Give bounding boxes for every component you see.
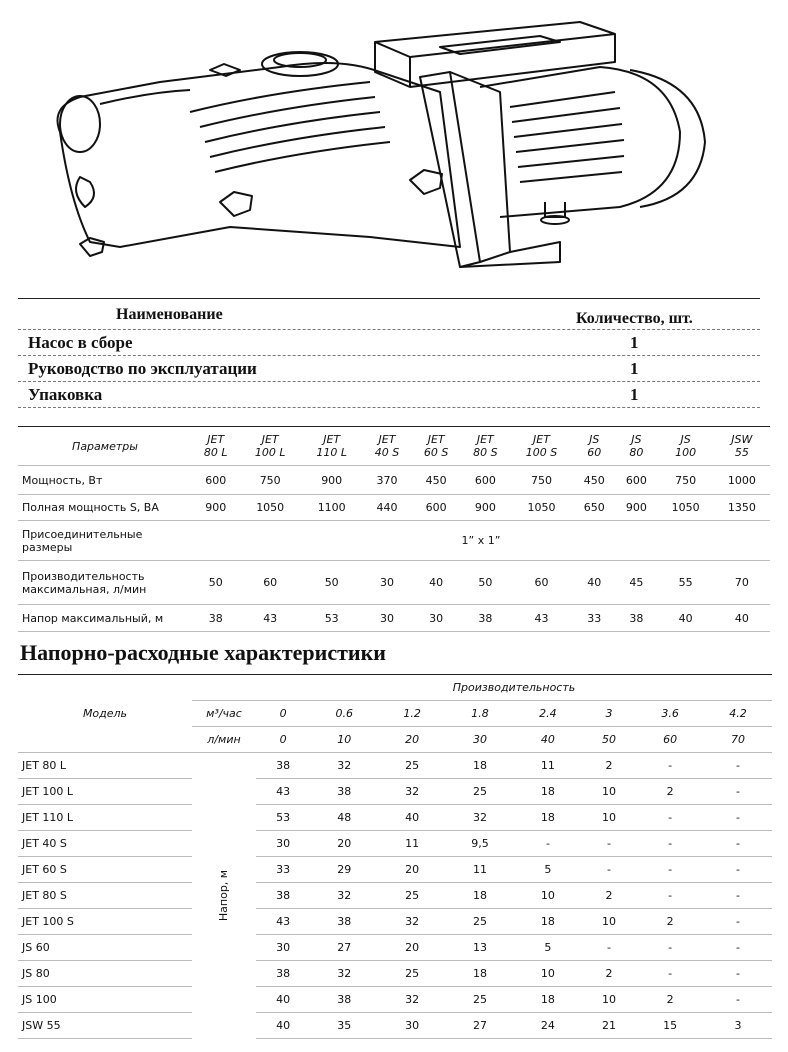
connection-label: [18, 521, 192, 561]
model-series: JET: [207, 433, 225, 446]
head-value: 11: [378, 831, 446, 857]
lmin-value: 10: [310, 727, 378, 753]
power-value: 750: [675, 473, 697, 487]
full-power-value: 1050: [527, 501, 556, 514]
model-name: JET 40 S: [18, 831, 192, 857]
table-row: [18, 753, 772, 779]
lmin-value: 0: [256, 727, 310, 753]
capacity-value: 55: [678, 576, 693, 589]
head-value: -: [636, 805, 704, 831]
capacity-header: Производительность: [256, 675, 772, 701]
head-value: 30: [256, 935, 310, 961]
lmin-value: 40: [514, 727, 582, 753]
table-row: [18, 779, 772, 805]
head-value: 18: [514, 909, 582, 935]
power-value: 600: [474, 473, 496, 487]
head-value: 11: [446, 857, 514, 883]
power-value: 600: [625, 473, 647, 487]
full-power-row: [18, 495, 770, 521]
contents-item: [18, 382, 760, 407]
head-value: 25: [378, 961, 446, 987]
m3h-value: 3: [582, 701, 636, 727]
capacity-value: 60: [534, 576, 549, 589]
capacity-value: 70: [734, 576, 749, 589]
model-header: [615, 427, 657, 466]
contents-item-qty: 1: [630, 359, 639, 378]
contents-header: [18, 299, 760, 329]
head-value: 32: [446, 805, 514, 831]
head-value: 18: [446, 753, 514, 779]
head-value: -: [636, 883, 704, 909]
head-value: 43: [256, 779, 310, 805]
head-value: -: [704, 909, 772, 935]
table-row: [18, 857, 772, 883]
full-power-value: 1350: [727, 501, 756, 514]
head-value: 24: [514, 1013, 582, 1039]
head-value: -: [514, 831, 582, 857]
contents-item-name: Руководство по эксплуатации: [28, 359, 257, 378]
head-value: 25: [446, 987, 514, 1013]
head-value: -: [704, 779, 772, 805]
head-axis-label: [192, 753, 256, 1039]
head-value: 20: [378, 935, 446, 961]
model-size: 100 S: [525, 446, 558, 459]
capacity-value: 50: [478, 576, 493, 589]
head-value: 25: [446, 909, 514, 935]
contents-item-qty: 1: [630, 385, 639, 404]
head-value: 43: [263, 611, 278, 625]
model-series: JET: [323, 433, 341, 446]
head-value: 32: [378, 909, 446, 935]
model-name: JET 100 L: [18, 779, 192, 805]
m3h-value: 3.6: [636, 701, 704, 727]
head-value: 18: [514, 779, 582, 805]
parameters-header-row: [18, 427, 770, 466]
m3h-value: 1.2: [378, 701, 446, 727]
model-header: [362, 427, 411, 466]
model-size: 100 L: [254, 446, 286, 459]
head-value: 2: [582, 961, 636, 987]
package-contents: [18, 298, 760, 408]
unit-lmin: л/мин: [192, 727, 256, 753]
power-value: 900: [321, 473, 343, 487]
head-value: 32: [310, 883, 378, 909]
head-value: 3: [704, 1013, 772, 1039]
head-value: 38: [256, 961, 310, 987]
head-value: 32: [310, 961, 378, 987]
head-value: 2: [636, 909, 704, 935]
model-series: JET: [378, 433, 396, 446]
head-value: -: [704, 857, 772, 883]
contents-header-qty: Количество, шт.: [576, 310, 693, 327]
model-name: JS 80: [18, 961, 192, 987]
head-value: 10: [582, 805, 636, 831]
model-name: JET 80 L: [18, 753, 192, 779]
head-value: 10: [582, 909, 636, 935]
m3h-value: 1.8: [446, 701, 514, 727]
model-series: JET: [261, 433, 279, 446]
head-value: 25: [378, 753, 446, 779]
head-value: 40: [734, 611, 749, 625]
contents-header-name: Наименование: [116, 306, 223, 323]
head-value: 18: [514, 987, 582, 1013]
head-value: 20: [378, 857, 446, 883]
table-row: [18, 1013, 772, 1039]
model-series: JSW: [731, 433, 753, 446]
capacity-label-line: Производительность: [22, 569, 145, 583]
model-size: 55: [734, 446, 749, 459]
head-value: 40: [256, 1013, 310, 1039]
head-value: -: [704, 987, 772, 1013]
connection-value: 1” x 1”: [461, 534, 501, 547]
full-power-value: 1050: [256, 501, 285, 514]
head-value: 29: [310, 857, 378, 883]
model-header: [192, 427, 239, 466]
full-power-value: 440: [376, 501, 398, 514]
power-value: 750: [531, 473, 553, 487]
head-value: 33: [256, 857, 310, 883]
head-value: 38: [208, 611, 223, 625]
connection-label-line: Присоединительные: [22, 527, 143, 541]
unit-m3h: м³/час: [192, 701, 256, 727]
contents-item-name: Насос в сборе: [28, 333, 133, 352]
m3h-value: 4.2: [704, 701, 772, 727]
head-value: 2: [636, 779, 704, 805]
head-value: -: [636, 961, 704, 987]
model-name: JET 100 S: [18, 909, 192, 935]
head-value: 2: [582, 883, 636, 909]
head-value: 10: [582, 987, 636, 1013]
head-value: 43: [534, 611, 549, 625]
contents-item: [18, 356, 760, 381]
contents-item-qty: 1: [630, 333, 639, 352]
pump-illustration: [40, 12, 720, 274]
model-size: 110 L: [316, 446, 347, 459]
table-row: [18, 961, 772, 987]
head-value: 32: [378, 779, 446, 805]
head-value: 20: [310, 831, 378, 857]
head-value: 27: [310, 935, 378, 961]
head-value: -: [704, 805, 772, 831]
head-value: 40: [378, 805, 446, 831]
head-value: -: [704, 883, 772, 909]
head-value: 2: [582, 753, 636, 779]
m3h-value: 2.4: [514, 701, 582, 727]
table-row: [18, 831, 772, 857]
performance-table: [18, 674, 772, 1039]
capacity-value: 30: [380, 576, 395, 589]
model-size: 80 S: [473, 446, 498, 459]
model-series: JS: [680, 433, 691, 446]
head-value: 40: [678, 611, 693, 625]
head-value: -: [636, 753, 704, 779]
head-value: 11: [514, 753, 582, 779]
empty-cell: [192, 675, 256, 701]
parameters-header: Параметры: [72, 439, 138, 453]
head-label: Напор максимальный, м: [22, 611, 164, 625]
power-value: 600: [205, 473, 227, 487]
capacity-value: 40: [429, 576, 444, 589]
capacity-value: 50: [324, 576, 339, 589]
capacity-value: 60: [263, 576, 278, 589]
contents-item-name: Упаковка: [28, 385, 103, 404]
table-row: [18, 909, 772, 935]
head-value: 18: [514, 805, 582, 831]
capacity-label: [18, 561, 192, 605]
capacity-value: 40: [587, 576, 602, 589]
power-value: 750: [259, 473, 281, 487]
head-value: 27: [446, 1013, 514, 1039]
power-row: [18, 466, 770, 495]
table-row: [18, 805, 772, 831]
model-size: 100: [675, 446, 697, 459]
full-power-value: 1100: [317, 501, 346, 514]
full-power-value: 1050: [671, 501, 700, 514]
model-size: 80 L: [203, 446, 228, 459]
head-value: -: [704, 935, 772, 961]
model-header: [657, 427, 713, 466]
connection-row: [18, 521, 770, 561]
head-value: 25: [446, 779, 514, 805]
head-value: 15: [636, 1013, 704, 1039]
head-value: 2: [636, 987, 704, 1013]
head-value: 10: [514, 883, 582, 909]
head-value: -: [704, 753, 772, 779]
capacity-value: 45: [629, 576, 644, 589]
model-size: 40 S: [374, 446, 400, 459]
divider: [18, 407, 760, 408]
head-value: 30: [378, 1013, 446, 1039]
model-header: [573, 427, 615, 466]
model-name: JET 80 S: [18, 883, 192, 909]
model-name: JET 60 S: [18, 857, 192, 883]
capacity-value: 50: [208, 576, 223, 589]
head-value: 43: [256, 909, 310, 935]
lmin-value: 20: [378, 727, 446, 753]
head-value: 38: [256, 883, 310, 909]
head-value: 30: [380, 611, 395, 625]
head-value: 32: [310, 753, 378, 779]
head-value: 38: [310, 779, 378, 805]
head-value: -: [582, 831, 636, 857]
performance-heading: Напорно-расходные характеристики: [20, 640, 386, 665]
perf-body: [18, 753, 772, 1039]
lmin-value: 60: [636, 727, 704, 753]
m3h-value: 0.6: [310, 701, 378, 727]
head-value: 9,5: [446, 831, 514, 857]
model-name: JSW 55: [18, 1013, 192, 1039]
power-label: Мощность, Вт: [22, 473, 103, 487]
model-header: Модель: [18, 675, 192, 753]
full-power-label: Полная мощность S, ВА: [22, 501, 159, 514]
head-value: 30: [429, 611, 444, 625]
lmin-value: 50: [582, 727, 636, 753]
head-value: -: [582, 935, 636, 961]
perf-header-row: [18, 675, 772, 701]
head-row: [18, 605, 770, 632]
head-value: 13: [446, 935, 514, 961]
model-header: [301, 427, 363, 466]
head-value: 10: [514, 961, 582, 987]
head-value: 53: [324, 611, 339, 625]
capacity-row: [18, 561, 770, 605]
lmin-value: 70: [704, 727, 772, 753]
model-header: [461, 427, 510, 466]
head-value: 35: [310, 1013, 378, 1039]
head-value: 10: [582, 779, 636, 805]
capacity-label-line: максимальная, л/мин: [22, 582, 147, 596]
model-series: JET: [476, 433, 494, 446]
m3h-value: 0: [256, 701, 310, 727]
table-row: [18, 935, 772, 961]
head-value: 38: [629, 611, 644, 625]
head-value: 25: [378, 883, 446, 909]
model-size: 60: [587, 446, 602, 459]
contents-item: [18, 330, 760, 355]
power-value: 370: [376, 473, 398, 487]
head-value: -: [704, 961, 772, 987]
head-value: -: [636, 831, 704, 857]
head-value: 38: [310, 909, 378, 935]
model-name: JS 60: [18, 935, 192, 961]
model-name: JS 100: [18, 987, 192, 1013]
table-row: [18, 883, 772, 909]
model-series: JS: [589, 433, 600, 446]
full-power-value: 900: [474, 501, 496, 514]
full-power-value: 900: [625, 501, 647, 514]
full-power-value: 900: [205, 501, 227, 514]
head-value: 38: [256, 753, 310, 779]
model-series: JS: [631, 433, 642, 446]
connection-label-line: размеры: [22, 540, 73, 554]
model-header: [510, 427, 573, 466]
model-series: JET: [427, 433, 445, 446]
head-value: 30: [256, 831, 310, 857]
head-value: -: [636, 935, 704, 961]
parameters-table: [18, 426, 770, 632]
head-value: 38: [310, 987, 378, 1013]
head-value: 38: [478, 611, 493, 625]
head-value: 18: [446, 961, 514, 987]
head-axis-text: Напор, м: [217, 870, 231, 922]
head-value: 53: [256, 805, 310, 831]
model-size: 80: [629, 446, 644, 459]
lmin-value: 30: [446, 727, 514, 753]
head-value: 48: [310, 805, 378, 831]
model-header: [412, 427, 461, 466]
head-value: 5: [514, 857, 582, 883]
power-value: 1000: [727, 473, 756, 487]
model-name: JET 110 L: [18, 805, 192, 831]
head-value: -: [636, 857, 704, 883]
model-series: JET: [533, 433, 550, 446]
full-power-value: 650: [583, 501, 605, 514]
power-value: 450: [425, 473, 447, 487]
model-size: 60 S: [423, 446, 449, 459]
head-value: 32: [378, 987, 446, 1013]
head-value: 40: [256, 987, 310, 1013]
model-header: [239, 427, 301, 466]
head-value: 18: [446, 883, 514, 909]
head-value: 5: [514, 935, 582, 961]
head-value: 21: [582, 1013, 636, 1039]
table-row: [18, 987, 772, 1013]
model-header: [714, 427, 770, 466]
head-value: -: [582, 857, 636, 883]
head-value: -: [704, 831, 772, 857]
full-power-value: 600: [425, 501, 447, 514]
power-value: 450: [583, 473, 605, 487]
head-value: 33: [587, 611, 602, 625]
